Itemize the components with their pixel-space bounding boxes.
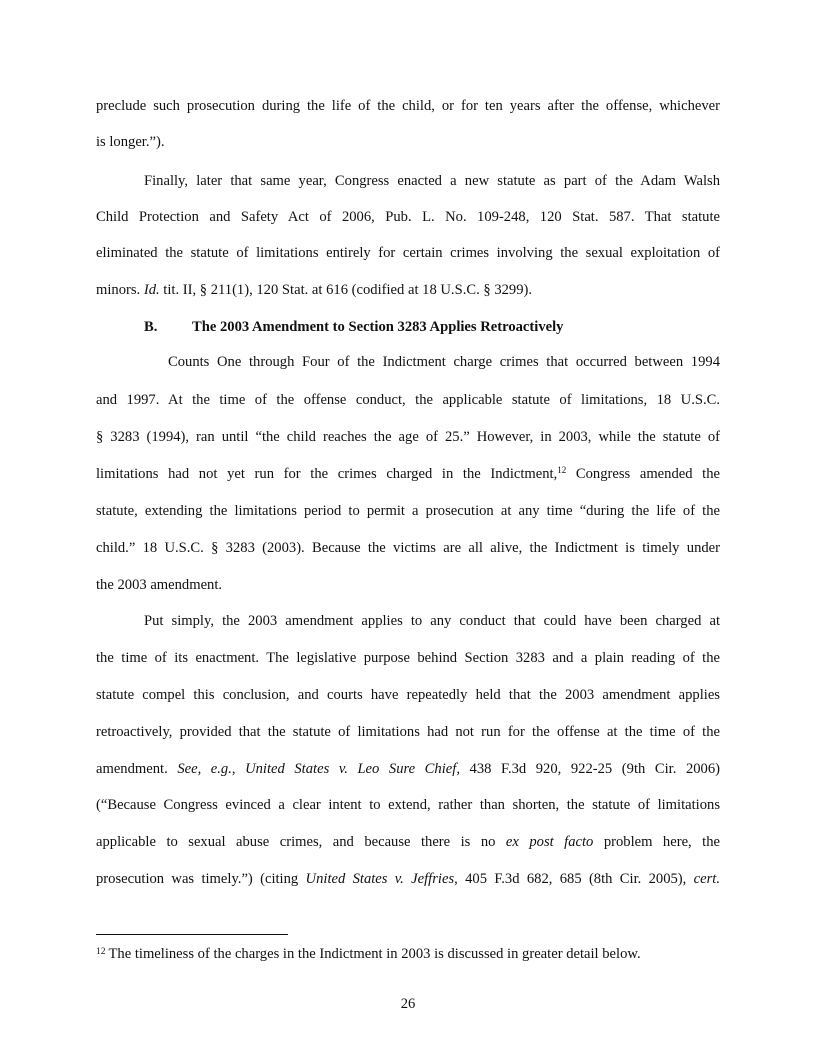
section-number: B.: [144, 319, 158, 335]
body-line: retroactively, provided that the statute of limitations had not run for the offense at the time of the: [96, 724, 720, 740]
body-line: and 1997. At the time of the offense conduct, the applicable statute of limitations, 18 U.S.C.: [96, 392, 720, 408]
body-line: statute, extending the limitations period to permit a prosecution at any time “during the life of the: [96, 503, 720, 519]
text-run: , 405 F.3d 682, 685 (8th Cir. 2005),: [454, 871, 694, 887]
body-line: (“Because Congress evinced a clear intent to extend, rather than shorten, the statute of limitations: [96, 797, 720, 813]
body-line: [96, 760, 720, 778]
text-run: minors.: [96, 282, 144, 298]
text-run: problem here, the: [593, 834, 721, 850]
body-line: the 2003 amendment.: [96, 577, 223, 593]
text-run: prosecution was timely.”) (citing: [96, 871, 306, 887]
citation-signal: See, e.g.: [177, 761, 232, 777]
body-line: the time of its enactment. The legislative purpose behind Section 3283 and a plain reading of the: [96, 650, 720, 666]
body-line: § 3283 (1994), ran until “the child reaches the age of 25.” However, in 2003, while the statute of: [96, 429, 720, 445]
text-run: Congress amended the: [566, 466, 720, 482]
citation-signal: Id.: [143, 282, 160, 298]
body-line: Put simply, the 2003 amendment applies to any conduct that could have been charged at: [144, 613, 720, 629]
body-line: [96, 281, 720, 299]
case-name: United States v. Leo Sure Chief: [245, 761, 457, 777]
footnote: [96, 943, 641, 963]
text-run: limitations had not yet run for the crimes charged in the Indictment,: [96, 466, 558, 482]
text-run: tit. II, § 211(1), 120 Stat. at 616 (codified at 18 U.S.C. § 3299).: [159, 282, 533, 298]
body-line: preclude such prosecution during the life of the child, or for ten years after the offense, whichever: [96, 98, 720, 114]
footnote-separator: [96, 934, 288, 935]
body-line: Counts One through Four of the Indictment charge crimes that occurred between 1994: [168, 354, 720, 370]
page-number: 26: [400, 996, 416, 1012]
footnote-text: The timeliness of the charges in the Indictment in 2003 is discussed in greater detail below.: [108, 946, 641, 962]
footnote-reference[interactable]: 12: [557, 465, 567, 475]
text-run: amendment.: [96, 761, 178, 777]
section-title: The 2003 Amendment to Section 3283 Applies Retroactively: [192, 319, 564, 335]
citation-signal: cert.: [693, 871, 720, 887]
case-name: United States v. Jeffries: [305, 871, 455, 887]
footnote-mark: 12: [96, 947, 106, 957]
section-heading: [144, 318, 563, 336]
body-line: is longer.”).: [96, 134, 165, 150]
text-run: applicable to sexual abuse crimes, and because there is no: [96, 834, 506, 850]
text-run: , 438 F.3d 920, 922-25 (9th Cir. 2006): [456, 761, 720, 777]
body-line: Child Protection and Safety Act of 2006, Pub. L. No. 109-248, 120 Stat. 587. That statute: [96, 209, 720, 225]
body-line: Finally, later that same year, Congress enacted a new statute as part of the Adam Walsh: [144, 173, 720, 189]
body-line: eliminated the statute of limitations entirely for certain crimes involving the sexual exploitation of: [96, 245, 720, 261]
body-line: statute compel this conclusion, and courts have repeatedly held that the 2003 amendment applies: [96, 687, 720, 703]
latin-phrase: ex post facto: [505, 834, 594, 850]
text-run: ,: [231, 761, 246, 777]
body-line: child.” 18 U.S.C. § 3283 (2003). Because the victims are all alive, the Indictment is timely under: [96, 540, 720, 556]
body-line: [96, 465, 720, 483]
body-line: [96, 870, 720, 888]
body-line: [96, 833, 720, 851]
